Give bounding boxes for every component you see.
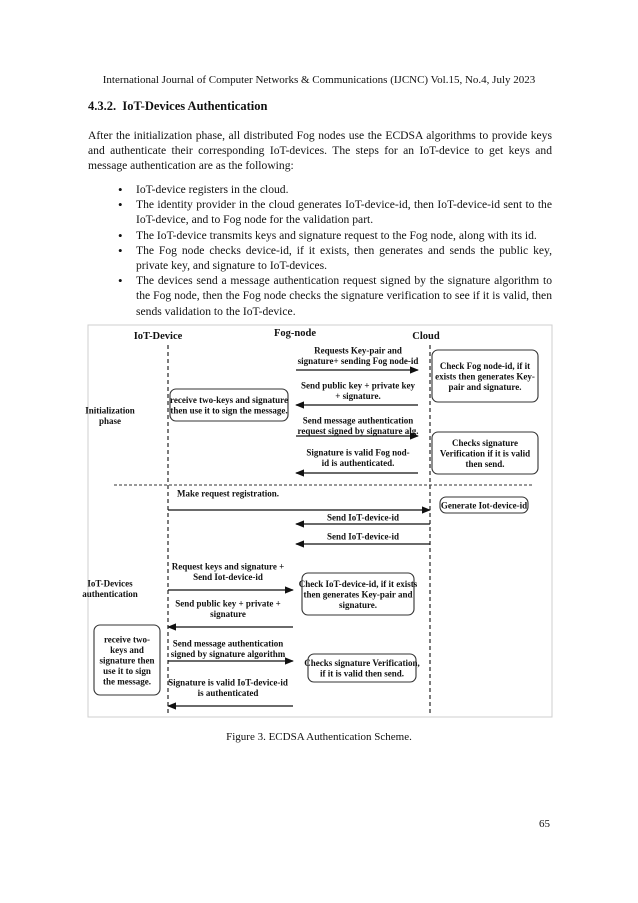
column-header-cloud: Cloud (412, 331, 440, 342)
process-box-label: Check IoT-device-id, if it exists then generates Key-pair and signature. (298, 578, 418, 610)
process-box-label: Checks signature Verification, if it is valid then send. (304, 658, 420, 679)
message-label: Send message authentication request signed by signature alg. (297, 415, 419, 436)
message-label: Make request registration. (177, 488, 279, 499)
message-label: Send message authentication signed by signature algorithm (170, 638, 286, 659)
journal-header: International Journal of Computer Networks & Communications (IJCNC) Vol.15, No.4, July 2023 (102, 74, 536, 86)
section-heading (88, 99, 267, 114)
figure-caption: Figure 3. ECDSA Authentication Scheme. (226, 731, 412, 743)
phase-label: Initialization phase (85, 405, 135, 426)
message-label: Requests Key-pair and signature+ sending Fog node-id (297, 345, 419, 366)
list-item: • The IoT-device transmits keys and signature request to the Fog node, along with its id. (114, 228, 552, 243)
sequence-diagram (82, 325, 552, 717)
process-box-label: Check Fog node-id, if it exists then generates Key-pair and signature. (435, 360, 535, 392)
column-header-iot-device: IoT-Device (133, 331, 183, 342)
list-item: • The devices send a message authentication request signed by the signature algorithm to the Fog node, then the Fog node checks the signature verification to see if it is valid, then sends validation to the IoT-device. (114, 273, 552, 319)
message-label: Signature is valid Fog nod-id is authenticated. (306, 447, 410, 468)
process-box-label: Generate Iot-device-id (440, 500, 528, 511)
message-label: Send public key + private key + signature. (301, 380, 415, 401)
list-item: • IoT-device registers in the cloud. (114, 182, 552, 197)
steps-list (114, 182, 552, 319)
message-label: Send IoT-device-id (327, 512, 399, 523)
ecdsa-scheme-figure (82, 325, 552, 717)
message-label: Signature is valid IoT-device-id is authenticated (168, 677, 288, 698)
message-label: Send public key + private + signature (175, 598, 281, 619)
phase-label: IoT-Devices authentication (82, 578, 138, 599)
page-number: 65 (539, 818, 550, 830)
list-item: • The Fog node checks device-id, if it exists, then generates and sends the public key, private key, and signature to IoT-devices. (114, 243, 552, 273)
section-title: IoT-Devices Authentication (122, 99, 268, 113)
process-box-label: receive two-keys and signature then use it to sign the message. (170, 395, 288, 416)
message-label: Request keys and signature + Send Iot-device-id (171, 561, 285, 582)
intro-paragraph: After the initialization phase, all distributed Fog nodes use the ECDSA algorithms to provide keys and authenticate their corresponding IoT-devices. The steps for an IoT-device to get keys and message authentication are as the following: (88, 129, 552, 173)
section-number: 4.3.2. (88, 99, 117, 113)
list-item: • The identity provider in the cloud generates IoT-device-id, then IoT-device-id sent to the IoT-device, and to Fog node for the validation part. (114, 197, 552, 227)
column-header-fog-node: Fog-node (274, 328, 316, 339)
process-box-label: Checks signature Verification if it is valid then send. (439, 437, 531, 469)
process-box-label: receive two-keys and signature then use it to sign the message. (99, 634, 155, 687)
message-label: Send IoT-device-id (327, 531, 399, 542)
